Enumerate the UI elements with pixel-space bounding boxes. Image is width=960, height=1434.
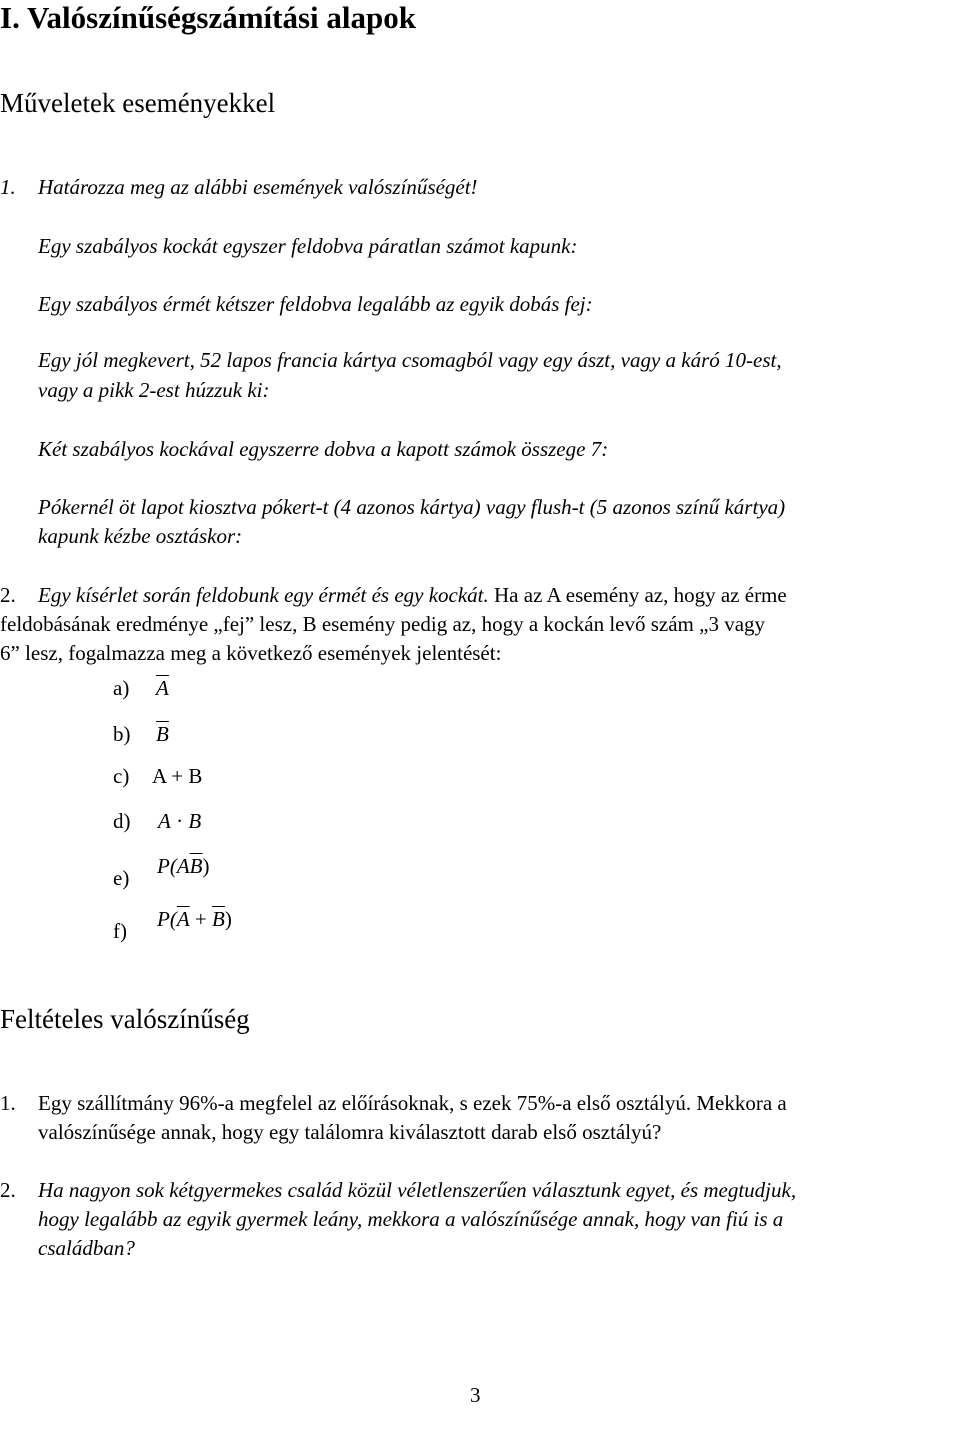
part-d-right: B — [188, 809, 202, 833]
q1-item-5-line1: Pókernél öt lapot kiosztva pókert-t (4 azonos kártya) vagy flush-t (5 azonos színű kártya) — [38, 495, 786, 519]
part-f-x-complement: $\overline{A}$ — [176, 907, 190, 931]
page-number: 3 — [470, 1383, 481, 1407]
q1-item-2: Egy szabályos érmét kétszer feldobva legalább az egyik dobás fej: — [38, 292, 593, 316]
part-f-y-complement: $\overline{B}$ — [212, 907, 225, 931]
section-heading-conditional: Feltételes valószínűség — [0, 1004, 250, 1034]
part-e-p: P( — [157, 854, 177, 878]
part-c-expr: A + B — [152, 764, 203, 788]
part-e-y-complement: $\overline{B}$ — [189, 854, 203, 878]
part-d-dot: · — [176, 809, 184, 833]
page-title: I. Valószínűségszámítási alapok — [0, 0, 417, 35]
part-d-expr — [158, 809, 201, 834]
part-f-plus: + — [189, 907, 212, 931]
complement-a: $\overline{A}$ — [156, 676, 169, 700]
part-e-x: A — [176, 854, 190, 878]
part-a-label: a) — [113, 676, 130, 700]
part-f-expr — [157, 907, 232, 932]
s2-q1-line2: valószínűsége annak, hogy egy találomra kiválasztott darab első osztályú? — [38, 1120, 662, 1144]
part-d-label: d) — [113, 809, 131, 833]
s2-q1-number: 1. — [0, 1091, 16, 1115]
s2-q2-line3: családban? — [38, 1236, 135, 1260]
s2-q1-line1: Egy szállítmány 96%-a megfelel az előírásoknak, s ezek 75%-a első osztályú. Mekkora a — [38, 1091, 787, 1115]
s2-q2-number: 2. — [0, 1178, 16, 1202]
part-f-p: P( — [157, 907, 177, 931]
s2-q2-line1: Ha nagyon sok kétgyermekes család közül véletlenszerűen választunk egyet, és megtudjuk, — [38, 1178, 797, 1202]
q2-number: 2. — [0, 583, 16, 607]
part-e-close: ) — [202, 854, 210, 878]
complement-b: $\overline{B}$ — [156, 722, 169, 746]
q2-line1 — [38, 583, 787, 608]
part-b-expr — [156, 722, 169, 747]
q1-item-4: Két szabályos kockával egyszerre dobva a kapott számok összege 7: — [38, 437, 609, 461]
part-d-left: A — [158, 809, 171, 833]
part-c-label: c) — [113, 764, 130, 788]
q2-line2: feldobásának eredménye „fej” lesz, B esemény pedig az, hogy a kockán levő szám „3 vagy — [0, 612, 766, 636]
part-e-label: e) — [113, 866, 130, 890]
part-b-label: b) — [113, 722, 131, 746]
q2-line1-rest: Ha az A esemény az, hogy az érme — [488, 583, 787, 607]
section-heading-operations: Műveletek eseményekkel — [0, 88, 276, 118]
part-f-close: ) — [224, 907, 232, 931]
part-e-expr — [157, 854, 209, 879]
q1-item-3-line2: vagy a pikk 2-est húzzuk ki: — [38, 378, 270, 402]
q2-line3: 6” lesz, fogalmazza meg a következő események jelentését: — [0, 641, 502, 665]
part-f-label: f) — [113, 919, 127, 943]
s2-q2-line2: hogy legalább az egyik gyermek leány, mekkora a valószínűsége annak, hogy van fiú is a — [38, 1207, 784, 1231]
q1-number: 1. — [0, 175, 16, 199]
q1-text: Határozza meg az alábbi események valószínűségét! — [38, 175, 478, 199]
q1-item-5-line2: kapunk kézbe osztáskor: — [38, 524, 243, 548]
q1-item-3-line1: Egy jól megkevert, 52 lapos francia kártya csomagból vagy egy ászt, vagy a káró 10-est, — [38, 348, 782, 372]
q1-item-1: Egy szabályos kockát egyszer feldobva páratlan számot kapunk: — [38, 234, 578, 258]
part-a-expr — [156, 676, 169, 701]
q2-line1-italic: Egy kísérlet során feldobunk egy érmét és egy kockát. — [38, 583, 489, 607]
